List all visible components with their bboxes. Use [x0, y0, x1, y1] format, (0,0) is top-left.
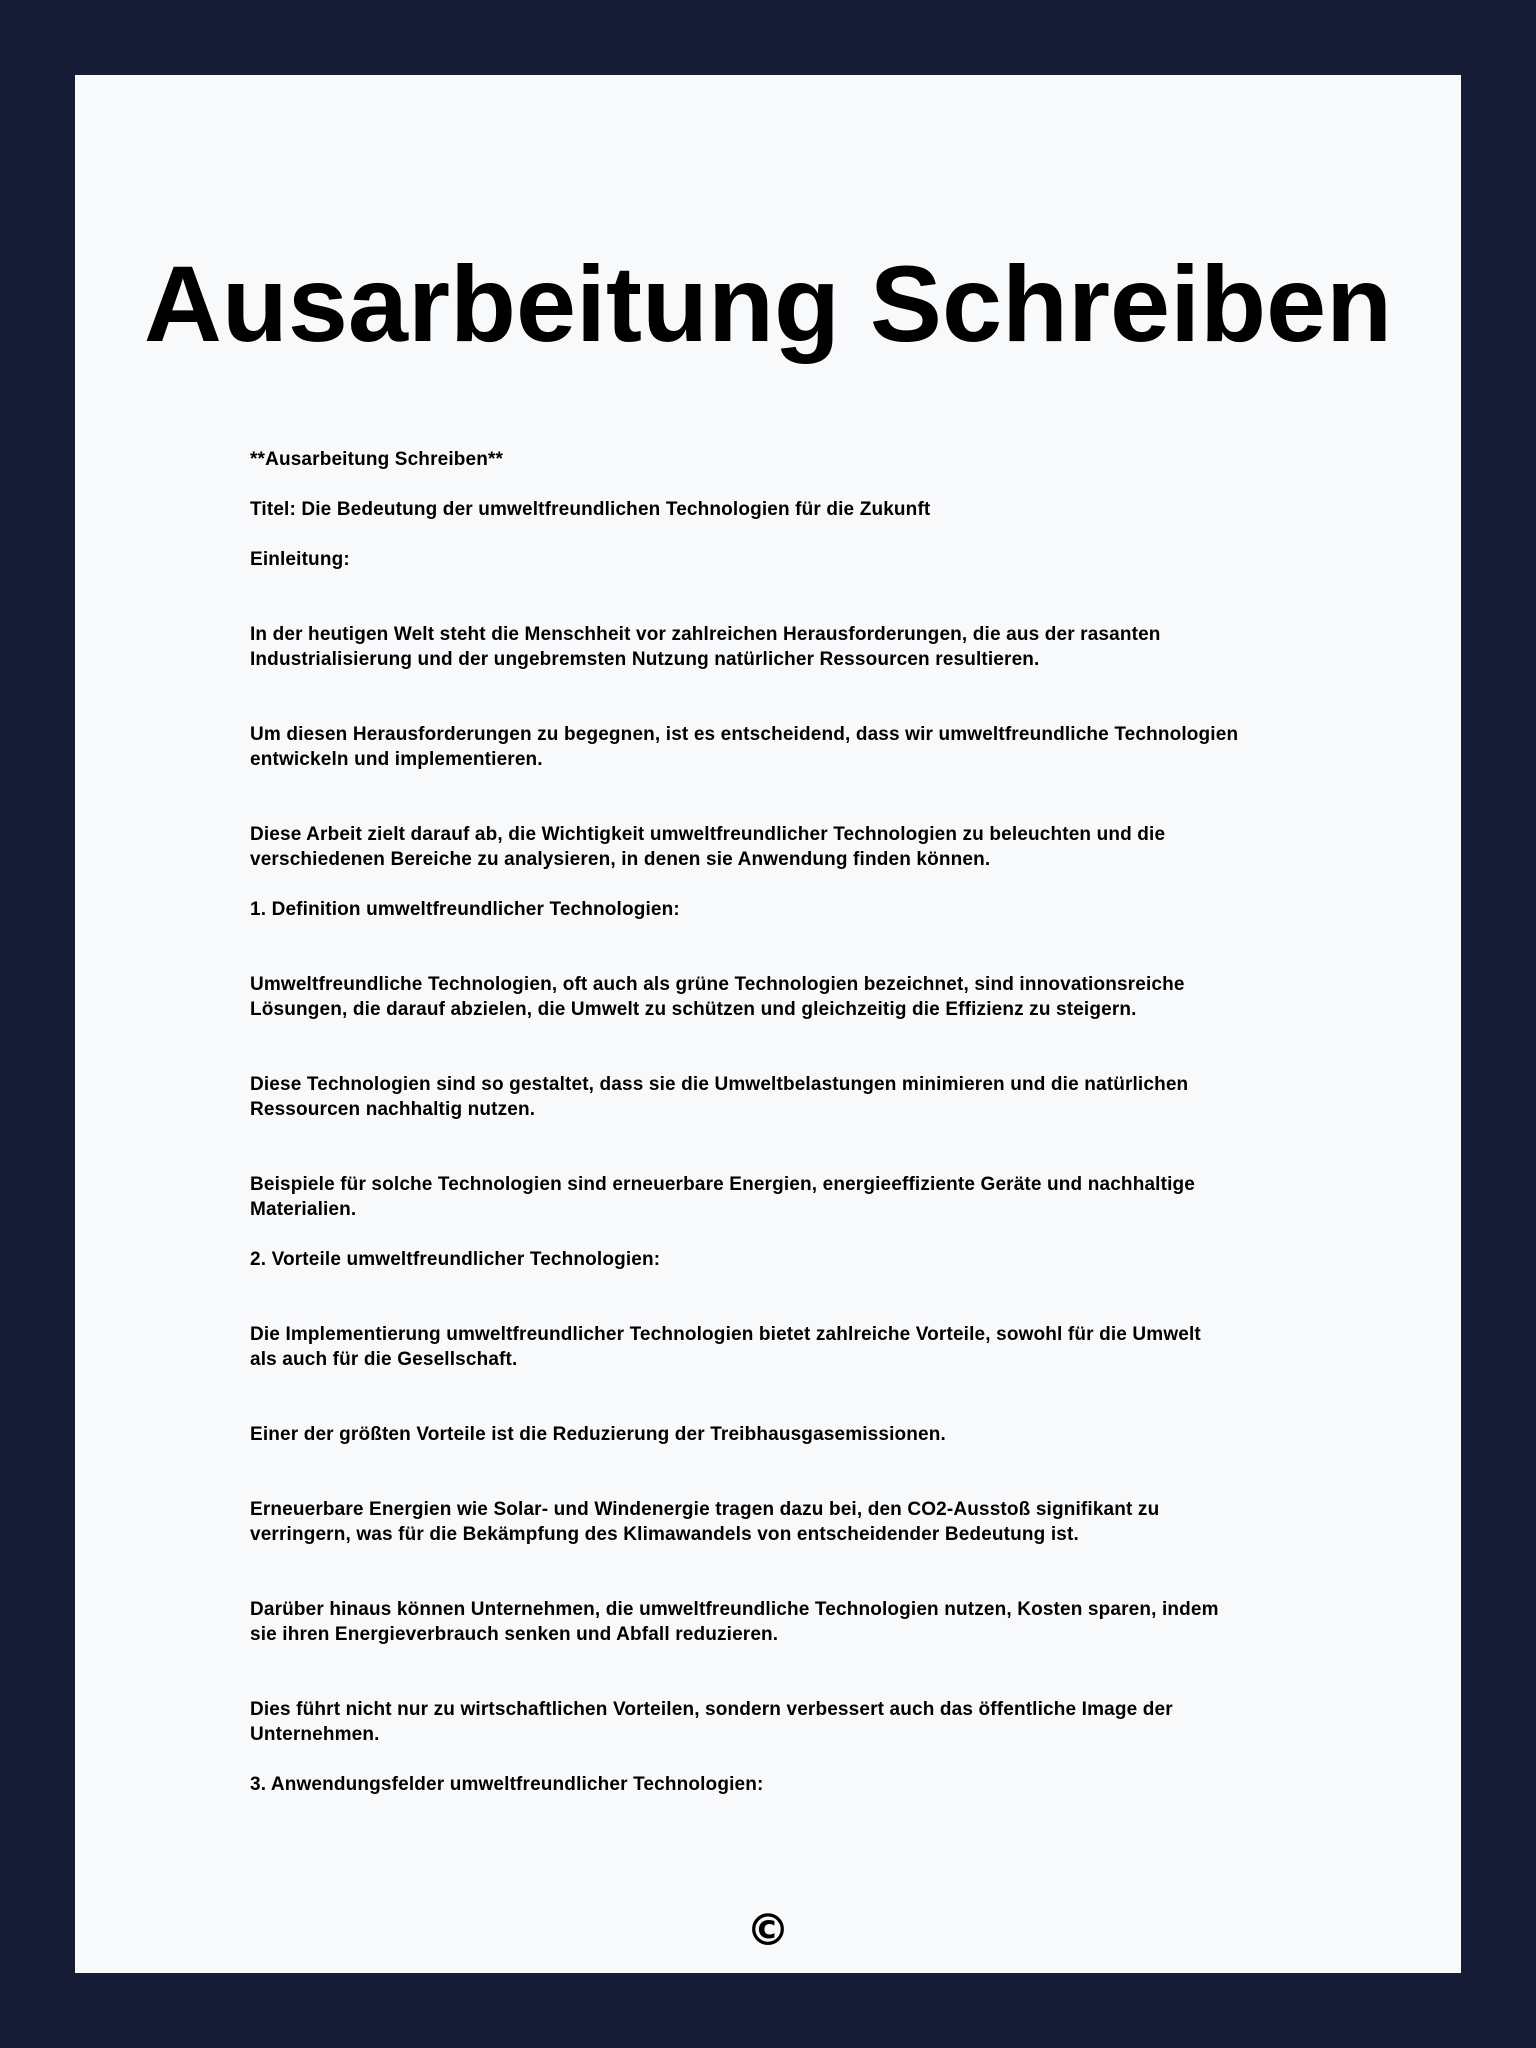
paragraph-line: Umweltfreundliche Technologien, oft auch als grüne Technologien bezeichnet, sind innovationsreiche [250, 974, 1185, 995]
section-heading: 2. Vorteile umweltfreundlicher Technologien: [250, 1249, 661, 1270]
paragraph-line: Industrialisierung und der ungebremsten Nutzung natürlicher Ressourcen resultieren. [250, 649, 1040, 670]
paragraph-line: Lösungen, die darauf abzielen, die Umwelt zu schützen und gleichzeitig die Effizienz zu steigern. [250, 999, 1137, 1020]
section-heading: 1. Definition umweltfreundlicher Technologien: [250, 899, 680, 920]
paragraph-line: verringern, was für die Bekämpfung des Klimawandels von entscheidender Bedeutung ist. [250, 1524, 1079, 1545]
title-line: Titel: Die Bedeutung der umweltfreundlichen Technologien für die Zukunft [250, 499, 931, 520]
paragraph-line: als auch für die Gesellschaft. [250, 1349, 518, 1370]
paragraph-line: Dies führt nicht nur zu wirtschaftlichen Vorteilen, sondern verbessert auch das öffentliche Image der [250, 1699, 1173, 1720]
paragraph-line: Ressourcen nachhaltig nutzen. [250, 1099, 536, 1120]
heading-line: **Ausarbeitung Schreiben** [250, 449, 504, 470]
paragraph-line: Die Implementierung umweltfreundlicher Technologien bietet zahlreiche Vorteile, sowohl für die Umwelt [250, 1324, 1201, 1345]
document-page [75, 75, 1461, 1973]
paragraph-line: Darüber hinaus können Unternehmen, die umweltfreundliche Technologien nutzen, Kosten sparen, indem [250, 1599, 1219, 1620]
paragraph-line: In der heutigen Welt steht die Menschheit vor zahlreichen Herausforderungen, die aus der rasanten [250, 624, 1161, 645]
paragraph-line: Materialien. [250, 1199, 357, 1220]
document-body [250, 447, 1360, 1797]
paragraph-line: verschiedenen Bereiche zu analysieren, in denen sie Anwendung finden können. [250, 849, 991, 870]
section-heading: 3. Anwendungsfelder umweltfreundlicher Technologien: [250, 1774, 764, 1795]
copyright-icon: © [746, 1905, 790, 1956]
paragraph-line: Unternehmen. [250, 1724, 380, 1745]
section-heading: Einleitung: [250, 549, 350, 570]
paragraph-line: Um diesen Herausforderungen zu begegnen, ist es entscheidend, dass wir umweltfreundliche Technologien [250, 724, 1239, 745]
paragraph-line: Erneuerbare Energien wie Solar- und Windenergie tragen dazu bei, den CO2-Ausstoß signifikant zu [250, 1499, 1160, 1520]
paragraph-line: Diese Arbeit zielt darauf ab, die Wichtigkeit umweltfreundlicher Technologien zu beleuchten und die [250, 824, 1166, 845]
paragraph-line: entwickeln und implementieren. [250, 749, 543, 770]
paragraph-line: Beispiele für solche Technologien sind erneuerbare Energien, energieeffiziente Geräte und nachhaltige [250, 1174, 1195, 1195]
paragraph-line: Einer der größten Vorteile ist die Reduzierung der Treibhausgasemissionen. [250, 1424, 946, 1445]
paragraph-line: sie ihren Energieverbrauch senken und Abfall reduzieren. [250, 1624, 779, 1645]
paragraph-line: Diese Technologien sind so gestaltet, dass sie die Umweltbelastungen minimieren und die natürlichen [250, 1074, 1189, 1095]
page-title: Ausarbeitung Schreiben [143, 243, 1393, 364]
